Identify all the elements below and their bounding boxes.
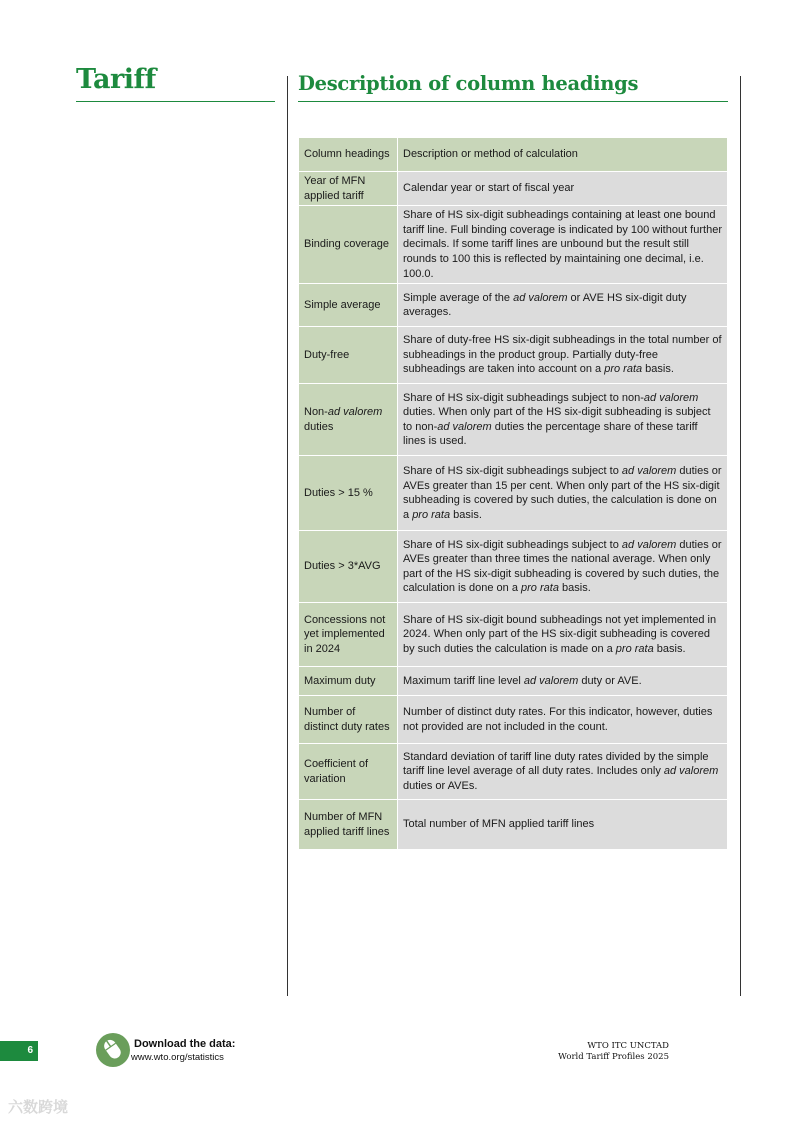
row-description: Maximum tariff line level ad valorem duty or AVE.: [398, 667, 728, 696]
row-heading: Non-ad valorem duties: [299, 384, 398, 456]
row-heading: Coefficient of variation: [299, 744, 398, 800]
row-heading: Year of MFN applied tariff: [299, 172, 398, 206]
table-row: [299, 206, 728, 284]
section-title: Description of column headings: [298, 72, 639, 95]
table-row: [299, 667, 728, 696]
download-mouse-icon[interactable]: [96, 1033, 130, 1067]
table-row: [299, 603, 728, 667]
row-heading: Binding coverage: [299, 206, 398, 284]
page-title-tariff: Tariff: [76, 64, 156, 95]
row-description: Share of duty-free HS six-digit subheadings in the total number of subheadings in the product group. Partially duty-free subheadings are taken into account on a pro rata basis.: [398, 327, 728, 384]
column-headings-table: [298, 137, 728, 850]
publication-title: World Tariff Profiles 2025: [558, 1052, 669, 1062]
table-row: [299, 327, 728, 384]
header-cell-column-headings: Column headings: [299, 138, 398, 172]
column-rule-left: [287, 76, 288, 996]
row-heading: Duty-free: [299, 327, 398, 384]
row-description: Share of HS six-digit subheadings subject to ad valorem duties or AVEs greater than three times the national average. When only part of the HS six-digit subheading is covered by such duties, the calculation is done on a pro rata basis.: [398, 531, 728, 603]
watermark: 六数跨境: [8, 1099, 69, 1116]
table-row: [299, 384, 728, 456]
row-heading: Simple average: [299, 284, 398, 327]
column-rule-right: [740, 76, 741, 996]
table-row: [299, 456, 728, 531]
row-description: Calendar year or start of fiscal year: [398, 172, 728, 206]
publication-credit: [520, 1041, 669, 1063]
row-heading: Duties > 3*AVG: [299, 531, 398, 603]
row-description: Share of HS six-digit subheadings subject to non-ad valorem duties. When only part of the HS six-digit subheading is subject to non-ad valorem duties the percentage share of these tariff lines is used.: [398, 384, 728, 456]
page-number: 6: [0, 1041, 38, 1061]
row-heading: Duties > 15 %: [299, 456, 398, 531]
row-description: Share of HS six-digit bound subheadings not yet implemented in 2024. When only part of the HS six-digit subheading is covered by such duties the calculation is made on a pro rata basis.: [398, 603, 728, 667]
row-description: Simple average of the ad valorem or AVE HS six-digit duty averages.: [398, 284, 728, 327]
header-cell-description: Description or method of calculation: [398, 138, 728, 172]
download-link[interactable]: www.wto.org/statistics: [131, 1052, 224, 1063]
row-heading: Maximum duty: [299, 667, 398, 696]
row-description: Standard deviation of tariff line duty rates divided by the simple tariff line level average of all duty rates. Includes only ad valorem duties or AVEs.: [398, 744, 728, 800]
row-description: Number of distinct duty rates. For this indicator, however, duties not provided are not included in the count.: [398, 696, 728, 744]
row-description: Share of HS six-digit subheadings containing at least one bound tariff line. Full binding coverage is indicated by 100 without further decimals. If some tariff lines are unbound but the result still rounds to 100 this is reflected by maintaining one decimal, i.e. 100.0.: [398, 206, 728, 284]
org-line: WTO ITC UNCTAD: [587, 1041, 669, 1051]
table-row: [299, 744, 728, 800]
table-row: [299, 696, 728, 744]
table-row: [299, 172, 728, 206]
title-divider-left: [76, 101, 275, 102]
row-heading: Number of distinct duty rates: [299, 696, 398, 744]
table-header-row: [299, 138, 728, 172]
download-label: Download the data:: [134, 1038, 236, 1050]
row-description: Share of HS six-digit subheadings subject to ad valorem duties or AVEs greater than 15 per cent. When only part of the HS six-digit subheading is covered by such duties, the calculation is done on a pro rata basis.: [398, 456, 728, 531]
table-row: [299, 284, 728, 327]
title-divider-right: [298, 101, 728, 102]
table-row: [299, 531, 728, 603]
table-row: [299, 800, 728, 850]
row-description: Total number of MFN applied tariff lines: [398, 800, 728, 850]
row-heading: Number of MFN applied tariff lines: [299, 800, 398, 850]
row-heading: Concessions not yet implemented in 2024: [299, 603, 398, 667]
